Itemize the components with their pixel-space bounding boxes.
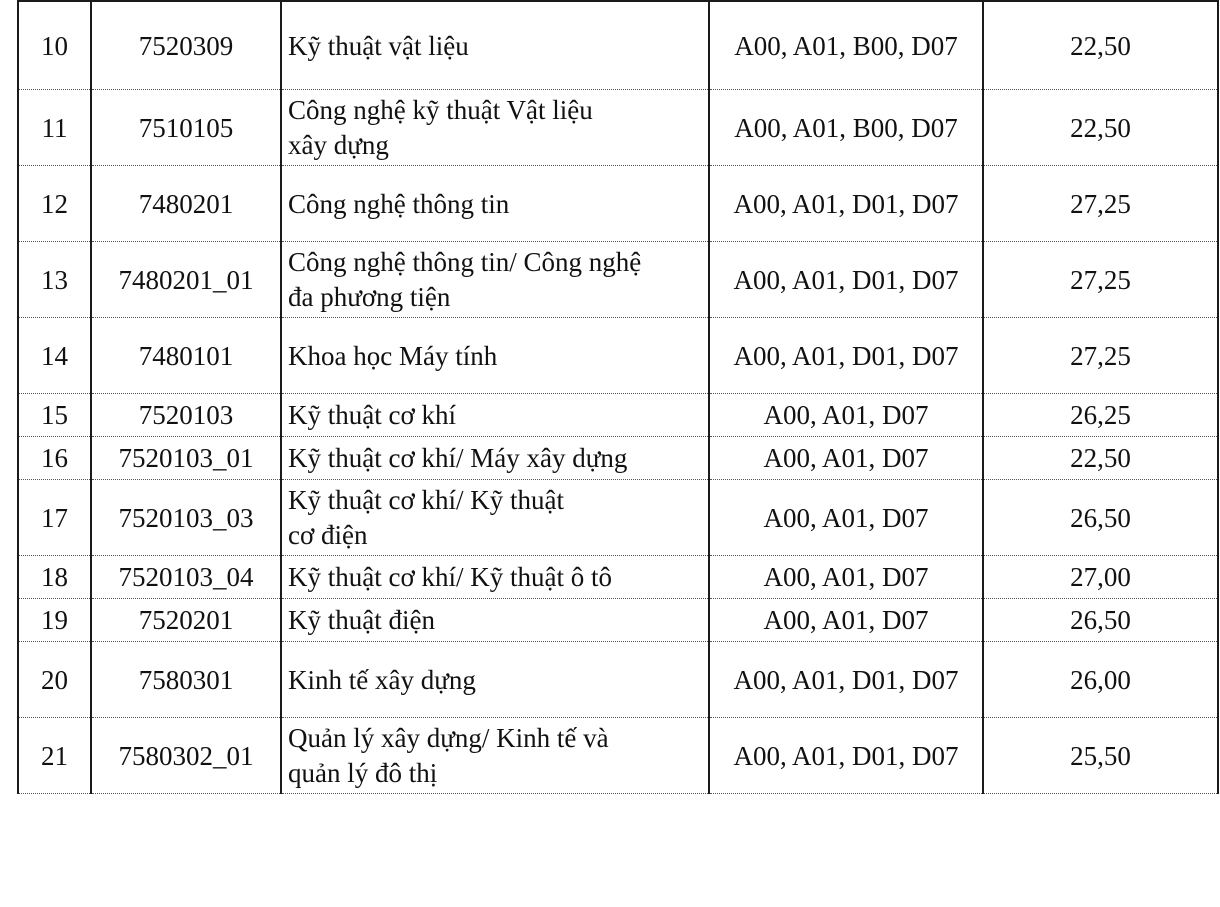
major-name-line: Khoa học Máy tính bbox=[288, 340, 498, 371]
major-code: 7520103 bbox=[91, 394, 281, 437]
table-row bbox=[18, 718, 1218, 794]
cutoff-score: 26,50 bbox=[983, 480, 1218, 556]
cutoff-score: 22,50 bbox=[983, 1, 1218, 90]
row-number: 18 bbox=[18, 556, 91, 599]
major-name bbox=[281, 556, 709, 599]
row-number: 13 bbox=[18, 242, 91, 318]
major-name-line: Kỹ thuật cơ khí bbox=[288, 400, 456, 430]
row-number: 19 bbox=[18, 599, 91, 642]
major-name bbox=[281, 480, 709, 556]
cutoff-score: 27,25 bbox=[983, 166, 1218, 242]
table-row bbox=[18, 90, 1218, 166]
major-code: 7520103_04 bbox=[91, 556, 281, 599]
major-name-line: Công nghệ thông tin/ Công nghệ bbox=[288, 247, 642, 277]
major-name-line: Kỹ thuật cơ khí/ Kỹ thuật ô tô bbox=[288, 562, 612, 592]
cutoff-score: 26,25 bbox=[983, 394, 1218, 437]
major-name-line: quản lý đô thị bbox=[288, 758, 438, 788]
table-row bbox=[18, 394, 1218, 437]
cutoff-score: 27,00 bbox=[983, 556, 1218, 599]
major-code: 7480201_01 bbox=[91, 242, 281, 318]
table-row bbox=[18, 1, 1218, 90]
major-code: 7520103_03 bbox=[91, 480, 281, 556]
subject-combination: A00, A01, B00, D07 bbox=[709, 1, 983, 90]
subject-combination: A00, A01, D01, D07 bbox=[709, 318, 983, 394]
major-code: 7580301 bbox=[91, 642, 281, 718]
major-name-line: Kỹ thuật điện bbox=[288, 605, 435, 635]
major-name-line: Kỹ thuật cơ khí/ Máy xây dựng bbox=[288, 443, 628, 473]
cutoff-score: 26,00 bbox=[983, 642, 1218, 718]
subject-combination: A00, A01, D07 bbox=[709, 599, 983, 642]
major-code: 7480101 bbox=[91, 318, 281, 394]
major-name bbox=[281, 642, 709, 718]
cutoff-score: 27,25 bbox=[983, 242, 1218, 318]
major-code: 7520201 bbox=[91, 599, 281, 642]
cutoff-score: 22,50 bbox=[983, 437, 1218, 480]
major-code: 7580302_01 bbox=[91, 718, 281, 794]
row-number: 17 bbox=[18, 480, 91, 556]
major-name bbox=[281, 394, 709, 437]
major-code: 7510105 bbox=[91, 90, 281, 166]
subject-combination: A00, A01, B00, D07 bbox=[709, 90, 983, 166]
table-row bbox=[18, 642, 1218, 718]
major-name bbox=[281, 437, 709, 480]
cutoff-score: 27,25 bbox=[983, 318, 1218, 394]
subject-combination: A00, A01, D01, D07 bbox=[709, 718, 983, 794]
admission-scores-table bbox=[17, 0, 1219, 794]
major-name bbox=[281, 718, 709, 794]
major-name bbox=[281, 318, 709, 394]
major-name bbox=[281, 166, 709, 242]
cutoff-score: 25,50 bbox=[983, 718, 1218, 794]
table-body bbox=[18, 0, 1218, 794]
table-row bbox=[18, 318, 1218, 394]
table-row bbox=[18, 437, 1218, 480]
table-row bbox=[18, 599, 1218, 642]
major-name bbox=[281, 242, 709, 318]
major-code: 7480201 bbox=[91, 166, 281, 242]
subject-combination: A00, A01, D01, D07 bbox=[709, 642, 983, 718]
subject-combination: A00, A01, D07 bbox=[709, 480, 983, 556]
table-row bbox=[18, 480, 1218, 556]
major-code: 7520103_01 bbox=[91, 437, 281, 480]
major-name-line: Kỹ thuật cơ khí/ Kỹ thuật bbox=[288, 485, 564, 515]
table-row bbox=[18, 166, 1218, 242]
cutoff-score: 22,50 bbox=[983, 90, 1218, 166]
major-name-line: Công nghệ thông tin bbox=[288, 188, 510, 219]
subject-combination: A00, A01, D07 bbox=[709, 556, 983, 599]
major-name-line: Kỹ thuật vật liệu bbox=[288, 30, 469, 61]
subject-combination: A00, A01, D07 bbox=[709, 394, 983, 437]
row-number: 10 bbox=[18, 1, 91, 90]
row-number: 20 bbox=[18, 642, 91, 718]
major-name bbox=[281, 90, 709, 166]
row-number: 14 bbox=[18, 318, 91, 394]
major-name-line: Quản lý xây dựng/ Kinh tế và bbox=[288, 723, 609, 753]
major-name-line: cơ điện bbox=[288, 520, 368, 550]
row-number: 21 bbox=[18, 718, 91, 794]
table-row bbox=[18, 556, 1218, 599]
subject-combination: A00, A01, D07 bbox=[709, 437, 983, 480]
major-name bbox=[281, 1, 709, 90]
header-row-fragment bbox=[18, 0, 1218, 1]
cutoff-score: 26,50 bbox=[983, 599, 1218, 642]
table-row bbox=[18, 242, 1218, 318]
subject-combination: A00, A01, D01, D07 bbox=[709, 242, 983, 318]
major-name-line: Kinh tế xây dựng bbox=[288, 664, 476, 695]
major-name bbox=[281, 599, 709, 642]
major-name-line: đa phương tiện bbox=[288, 282, 451, 312]
row-number: 16 bbox=[18, 437, 91, 480]
major-name-line: xây dựng bbox=[288, 130, 389, 160]
major-code: 7520309 bbox=[91, 1, 281, 90]
row-number: 11 bbox=[18, 90, 91, 166]
subject-combination: A00, A01, D01, D07 bbox=[709, 166, 983, 242]
row-number: 15 bbox=[18, 394, 91, 437]
major-name-line: Công nghệ kỹ thuật Vật liệu bbox=[288, 95, 593, 125]
row-number: 12 bbox=[18, 166, 91, 242]
